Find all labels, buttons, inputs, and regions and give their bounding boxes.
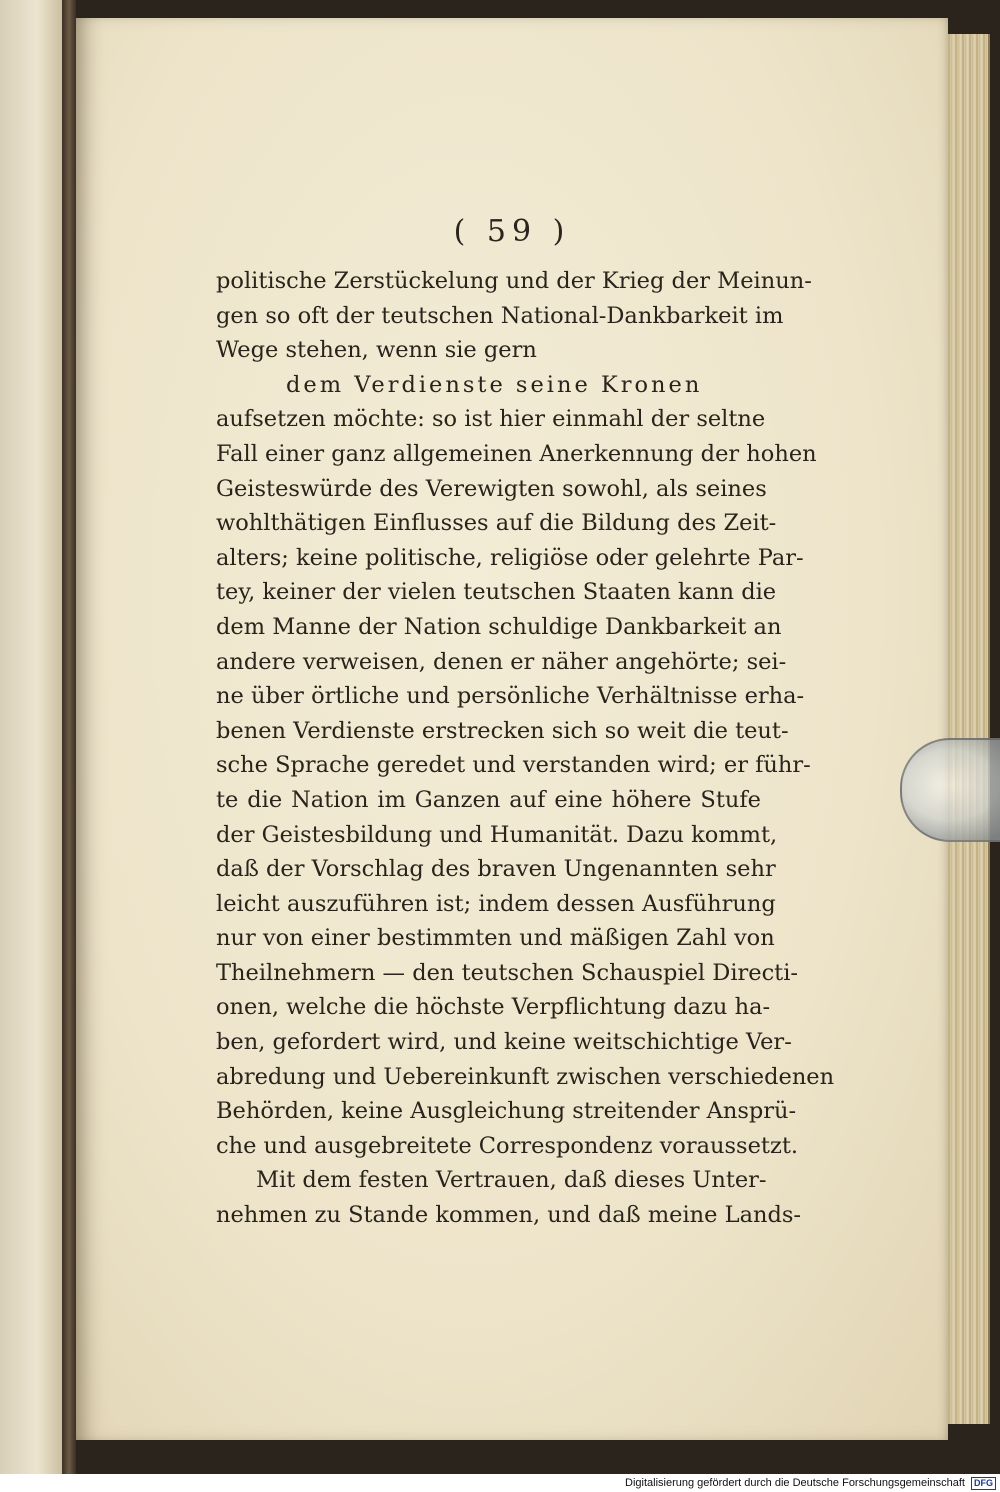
text-line: Wege stehen, wenn sie gern	[216, 337, 537, 364]
quote-line: dem Verdienste seine Kronen	[286, 371, 703, 398]
book-gutter	[62, 0, 76, 1474]
text-line: andere verweisen, denen er näher angehörte; sei-	[216, 648, 787, 675]
text-line: gen so oft der teutschen National-Dankbarkeit im	[216, 302, 784, 329]
footer-credit-text: Digitalisierung gefördert durch die Deutsche Forschungsgemeinschaft	[625, 1477, 965, 1489]
text-line: onen, welche die höchste Verpflichtung dazu ha-	[216, 994, 771, 1021]
text-line: nur von einer bestimmten und mäßigen Zahl von	[216, 925, 775, 952]
text-line: aufsetzen möchte: so ist hier einmahl der seltne	[216, 406, 766, 433]
page-number: ( 59 )	[453, 214, 571, 249]
text-line: abredung und Uebereinkunft zwischen verschiedenen	[216, 1063, 835, 1090]
book-page	[76, 18, 948, 1440]
text-line: Fall einer ganz allgemeinen Anerkennung der hohen	[216, 440, 817, 467]
text-line: ne über örtliche und persönliche Verhältnisse erha-	[216, 683, 805, 710]
footer-credit	[0, 1474, 1000, 1492]
text-line: wohlthätigen Einflusses auf die Bildung des Zeit-	[216, 510, 777, 537]
text-line: sche Sprache geredet und verstanden wird; er führ-	[216, 752, 811, 779]
text-line: te die Nation im Ganzen auf eine höhere Stufe	[216, 786, 761, 813]
text-line: Mit dem festen Vertrauen, daß dieses Unter-	[256, 1167, 767, 1194]
text-line: ben, gefordert wird, und keine weitschichtige Ver-	[216, 1029, 792, 1056]
text-line: der Geistesbildung und Humanität. Dazu kommt,	[216, 821, 778, 848]
text-line: Geisteswürde des Verewigten sowohl, als seines	[216, 475, 767, 502]
text-line: tey, keiner der vielen teutschen Staaten kann die	[216, 579, 777, 606]
text-line: benen Verdienste erstrecken sich so weit die teut-	[216, 717, 789, 744]
text-line: che und ausgebreitete Correspondenz voraussetzt.	[216, 1132, 799, 1159]
body-text	[216, 264, 835, 1233]
text-line: leicht auszuführen ist; indem dessen Ausführung	[216, 890, 776, 917]
text-line: alters; keine politische, religiöse oder gelehrte Par-	[216, 544, 804, 571]
left-page-edge	[0, 0, 62, 1474]
text-line: Behörden, keine Ausgleichung streitender Ansprü-	[216, 1098, 797, 1125]
dfg-logo: DFG	[971, 1477, 996, 1490]
thumb-holder	[900, 738, 1000, 842]
text-line: dem Manne der Nation schuldige Dankbarkeit an	[216, 613, 782, 640]
text-line: politische Zerstückelung und der Krieg der Meinun-	[216, 268, 812, 294]
text-line: Theilnehmern — den teutschen Schauspiel Directi-	[216, 959, 799, 986]
text-line: daß der Vorschlag des braven Ungenannten sehr	[216, 856, 776, 883]
text-line: nehmen zu Stande kommen, und daß meine Lands-	[216, 1202, 802, 1229]
